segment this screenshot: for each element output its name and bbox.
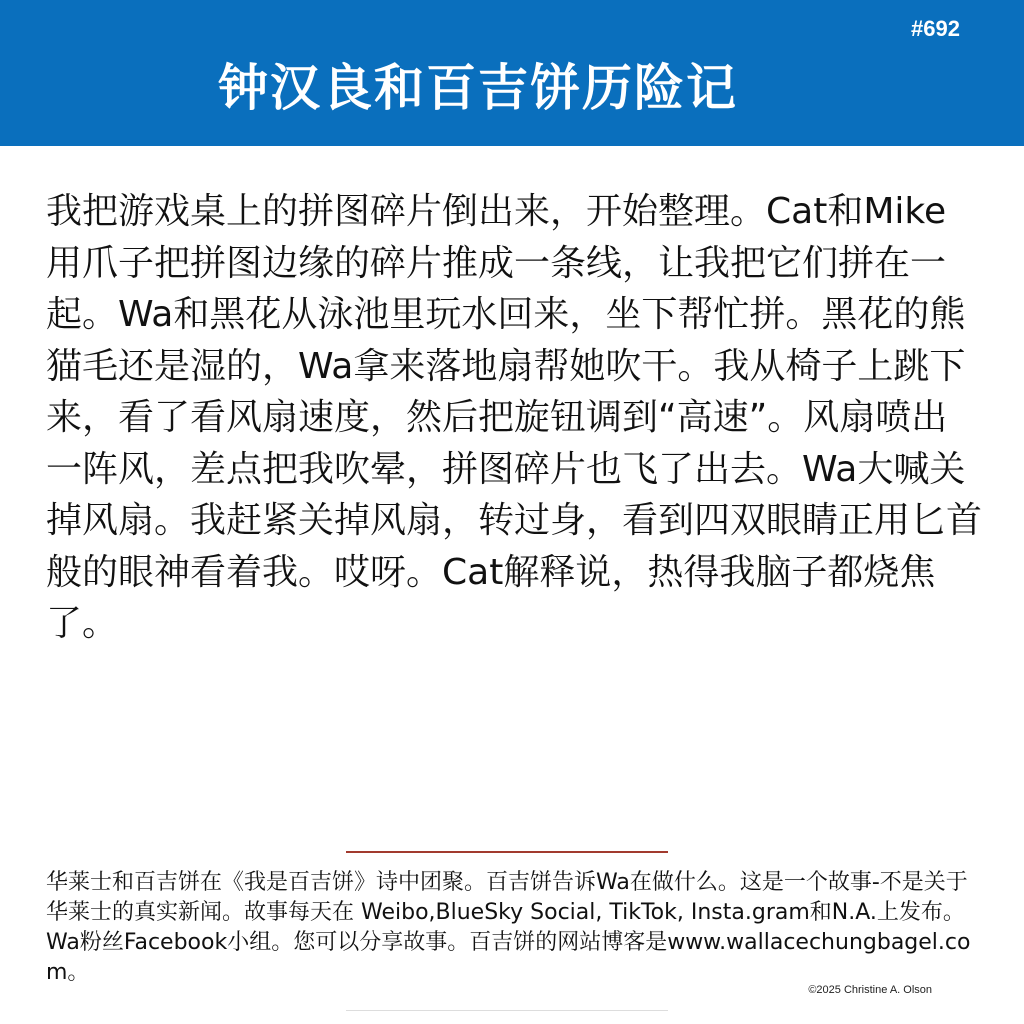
story-text: 我把游戏桌上的拼图碎片倒出来，开始整理。Cat和Mike用爪子把拼图边缘的碎片推成一条线，让我把它们拼在一起。Wa和黑花从泳池里玩水回来，坐下帮忙拼。黑花的熊猫毛还是湿的，Wa拿来落地扇帮她吹干。我从椅子上跳下来，看了看风扇速度，然后把旋钮调到“高速”。风扇喷出一阵风，差点把我吹晕，拼图碎片也飞了出去。Wa大喊关掉风扇。我赶紧关掉风扇，转过身，看到四双眼睛正用匕首般的眼神看着我。哎呀。Cat解释说，热得我脑子都烧焦了。 bbox=[46, 191, 983, 644]
divider-line bbox=[346, 851, 668, 853]
issue-number: #692 bbox=[911, 16, 960, 41]
footer-note: 华莱士和百吉饼在《我是百吉饼》诗中团聚。百吉饼告诉Wa在做什么。这是一个故事-不是关于华莱士的真实新闻。故事每天在 Weibo,BlueSky Social, TikTok, Insta.gram和N.A.上发布。Wa粉丝Facebook小组。您可以分享故事。百吉饼的网站博客是www.wallacechungbagel.com。 bbox=[46, 870, 971, 985]
header-banner bbox=[0, 0, 1024, 146]
page-title: 钟汉良和百吉饼历险记 bbox=[218, 59, 738, 117]
bottom-divider bbox=[346, 1010, 668, 1011]
copyright-text: ©2025 Christine A. Olson bbox=[808, 984, 932, 996]
